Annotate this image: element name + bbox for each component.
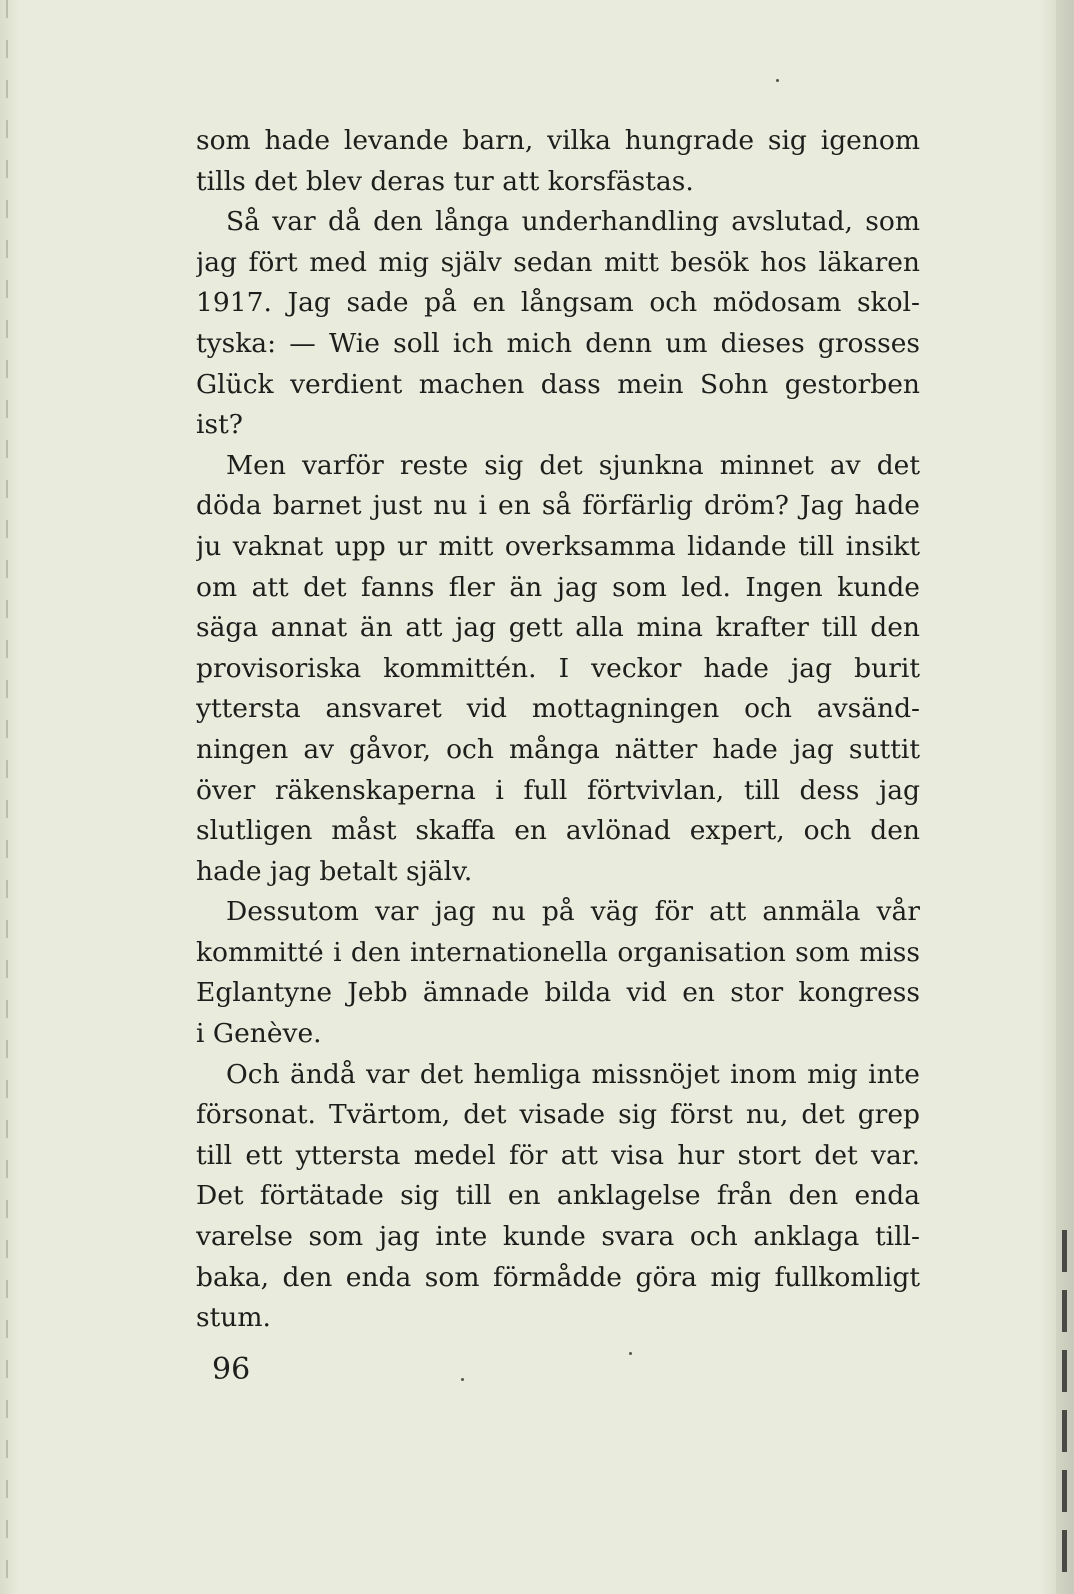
text-line: slutligen måst skaffa en avlönad expert, och den bbox=[196, 815, 920, 847]
text-line: Glück verdient machen dass mein Sohn gestorben bbox=[196, 368, 920, 400]
ink-speck bbox=[776, 79, 779, 82]
text-line: hade jag betalt själv. bbox=[196, 855, 473, 887]
page-edge-shadow bbox=[1062, 1230, 1067, 1590]
text-line: Det förtätade sig till en anklagelse från den enda bbox=[196, 1180, 920, 1212]
text-line: Eglantyne Jebb ämnade bilda vid en stor kongress bbox=[196, 977, 920, 1009]
text-line: tills det blev deras tur att korsfästas. bbox=[196, 165, 694, 197]
paragraph bbox=[196, 446, 920, 893]
text-line: ningen av gåvor, och många nätter hade jag suttit bbox=[196, 733, 920, 765]
text-line: över räkenskaperna i full förtvivlan, till dess jag bbox=[196, 774, 920, 806]
text-line: i Genève. bbox=[196, 1018, 322, 1050]
text-line: baka, den enda som förmådde göra mig fullkomligt bbox=[196, 1261, 920, 1293]
text-line: döda barnet just nu i en så förfärlig dröm? Jag hade bbox=[196, 490, 920, 522]
text-line: yttersta ansvaret vid mottagningen och avsänd- bbox=[196, 693, 920, 725]
paragraph bbox=[196, 121, 920, 202]
text-line: tyska: — Wie soll ich mich denn um dieses grosses bbox=[196, 327, 920, 359]
page-number: 96 bbox=[212, 1352, 251, 1387]
text-line: kommitté i den internationella organisation som miss bbox=[196, 936, 920, 968]
text-line: jag fört med mig själv sedan mitt besök hos läkaren bbox=[196, 246, 920, 278]
text-line: Men varför reste sig det sjunkna minnet av det bbox=[226, 449, 920, 481]
body-text bbox=[196, 121, 920, 1339]
paragraph bbox=[196, 202, 920, 446]
paragraph bbox=[196, 892, 920, 1054]
text-line: varelse som jag inte kunde svara och anklaga till- bbox=[196, 1221, 920, 1253]
text-line: Så var då den långa underhandling avslutad, som bbox=[226, 206, 920, 238]
paragraph bbox=[196, 1055, 920, 1339]
text-line: stum. bbox=[196, 1302, 271, 1334]
text-line: säga annat än att jag gett alla mina krafter till den bbox=[196, 612, 920, 644]
text-line: ju vaknat upp ur mitt overksamma lidande till insikt bbox=[196, 530, 920, 562]
text-line: Dessutom var jag nu på väg för att anmäla vår bbox=[226, 896, 920, 928]
text-line: som hade levande barn, vilka hungrade sig igenom bbox=[196, 125, 920, 156]
text-line: försonat. Tvärtom, det visade sig först nu, det grep bbox=[196, 1099, 920, 1131]
text-line: ist? bbox=[196, 409, 243, 441]
text-line: 1917. Jag sade på en långsam och mödosam skol- bbox=[196, 287, 920, 319]
text-line: till ett yttersta medel för att visa hur stort det var. bbox=[196, 1139, 920, 1171]
text-line: om att det fanns fler än jag som led. Ingen kunde bbox=[196, 571, 920, 603]
page-gutter-shadow bbox=[6, 0, 8, 1594]
text-line: provisoriska kommittén. I veckor hade jag burit bbox=[196, 652, 920, 684]
text-line: Och ändå var det hemliga missnöjet inom mig inte bbox=[226, 1058, 920, 1090]
ink-speck bbox=[461, 1378, 464, 1381]
ink-speck bbox=[629, 1352, 632, 1355]
